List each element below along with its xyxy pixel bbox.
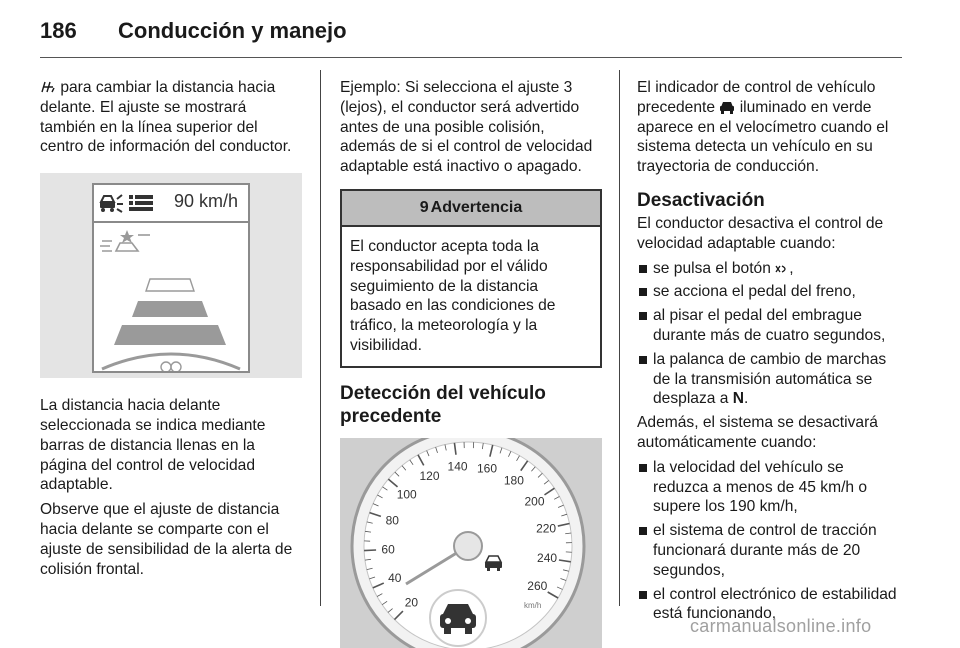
section-heading-deactivation: Desactivación [637, 189, 903, 212]
gauge-label: 180 [504, 473, 524, 487]
display-top-line [94, 185, 248, 223]
gauge-label: 240 [537, 551, 557, 565]
gauge-label: 120 [420, 469, 440, 483]
list-item: al pisar el pedal del embrague durante más de cuatro segundos, [637, 306, 903, 346]
page-header [40, 14, 902, 54]
warning-triangle-icon: 9 [420, 199, 429, 216]
warning-body: El conductor acepta toda la responsabilidad por el válido seguimiento de la distancia basado en las condiciones de tráfico, la meteorología y la visibilidad. [342, 227, 600, 366]
needle-hub [454, 532, 482, 560]
gauge-label: 160 [477, 461, 497, 475]
list-item: se pulsa el botón , [637, 259, 903, 279]
header-rule [40, 57, 902, 58]
car-with-star-icon [100, 230, 150, 251]
gauge-label: 40 [388, 571, 402, 585]
warning-header [342, 191, 600, 227]
following-distance-graphic [94, 221, 248, 371]
distance-paragraph: La distancia hacia delante seleccionada se indica mediante barras de distancia llenas en la página del control de velocidad adaptable. [40, 396, 302, 495]
list-item: se acciona el pedal del freno, [637, 282, 903, 302]
vehicle-ahead-icon [98, 193, 124, 213]
gauge-label: 100 [397, 487, 417, 501]
deactivation-intro: El conductor desactiva el control de velocidad adaptable cuando: [637, 214, 903, 254]
example-paragraph: Ejemplo: Si selecciona el ajuste 3 (lejos), el conductor será advertido antes de una posible colisión, además de si el control de velocidad adaptable está inactivo o apagado. [340, 78, 602, 177]
column-3 [637, 78, 903, 628]
speedometer-figure [340, 438, 602, 648]
column-divider-2 [619, 70, 620, 606]
set-speed-readout: 90 km/h [174, 192, 238, 212]
distance-bar-2 [132, 301, 208, 317]
list-item: el control electrónico de estabilidad está funcionando, [637, 585, 903, 625]
intro-text: para cambiar la distancia hacia delante. El ajuste se mostrará también en la línea superior del centro de información del conductor. [40, 79, 291, 155]
page-title: Conducción y manejo [118, 18, 347, 44]
warning-box [340, 189, 602, 368]
gauge-label: 140 [448, 459, 468, 473]
list-item: la palanca de cambio de marchas de la transmisión automática se desplaza a N. [637, 350, 903, 409]
distance-bar-3 [114, 325, 226, 345]
warning-title: Advertencia [431, 199, 523, 216]
list-item: la velocidad del vehículo se reduzca a menos de 45 km/h o supere los 190 km/h, [637, 458, 903, 517]
gauge-label: 260 [527, 579, 547, 593]
column-2 [340, 78, 602, 648]
distance-bars-icon [128, 193, 154, 213]
shared-setting-paragraph: Observe que el ajuste de distancia hacia delante se comparte con el ajuste de sensibilidad de la alerta de colisión frontal. [40, 500, 302, 579]
gauge-unit: km/h [524, 601, 541, 610]
deactivation-list [637, 259, 903, 410]
intro-paragraph [40, 78, 302, 157]
driver-info-display [92, 183, 250, 373]
indicator-paragraph: El indicador de control de vehículo precedente iluminado en verde aparece en el velocímetro cuando el sistema detecta un vehículo en su trayectoria de conducción. [637, 78, 903, 177]
distance-bar-1 [146, 279, 194, 291]
column-divider-1 [320, 70, 321, 606]
gauge-tick [364, 550, 376, 551]
gauge-label: 200 [525, 494, 545, 508]
list-item: el sistema de control de tracción funcionará durante más de 20 segundos, [637, 521, 903, 580]
gauge-label: 220 [536, 521, 556, 535]
auto-deactivation-intro: Además, el sistema se desactivará automáticamente cuando: [637, 413, 903, 453]
cruise-off-button-icon [775, 263, 789, 275]
driver-info-display-figure [40, 173, 302, 378]
auto-deactivation-list [637, 458, 903, 624]
watermark: carmanualsonline.info [690, 616, 871, 637]
vehicle-ahead-inline-icon [719, 101, 735, 114]
gauge-label: 80 [386, 513, 400, 527]
distance-gap-icon [40, 80, 56, 94]
section-heading-vehicle-ahead: Detección del vehículo precedente [340, 382, 602, 428]
gauge-label: 20 [405, 595, 419, 609]
page-number: 186 [40, 18, 77, 44]
speedometer-graphic [340, 438, 602, 648]
gauge-label: 60 [381, 542, 395, 556]
column-1 [40, 78, 302, 584]
